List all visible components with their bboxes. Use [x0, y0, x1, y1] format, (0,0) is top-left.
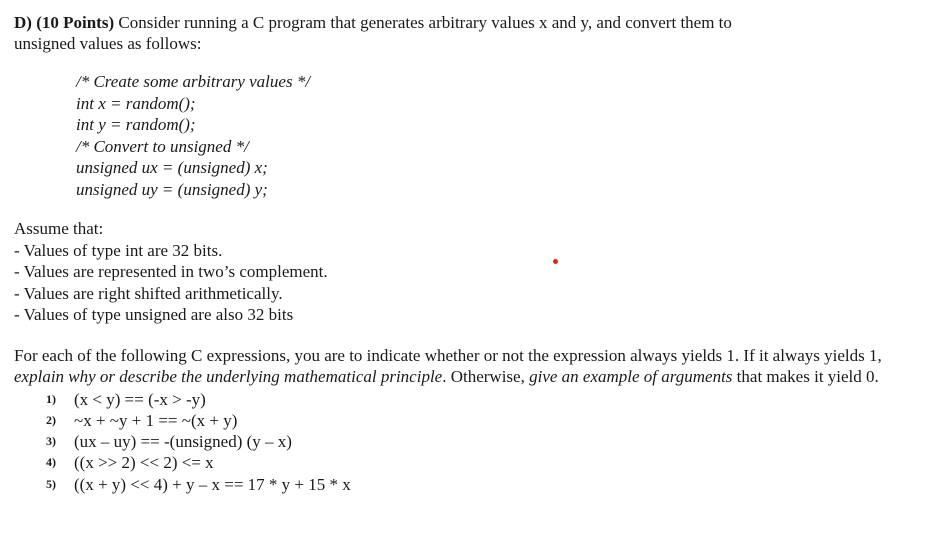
- expression-text: (x < y) == (-x > -y): [74, 389, 206, 409]
- expression-number: 3): [46, 434, 56, 449]
- expression-text: (ux – uy) == -(unsigned) (y – x): [74, 432, 292, 452]
- question-text-line1: Consider running a C program that generates arbitrary values x and y, and convert them to: [114, 13, 732, 32]
- code-line: unsigned uy = (unsigned) y;: [76, 179, 268, 199]
- question-header: [14, 12, 914, 54]
- instructions-part1: For each of the following C expressions, you are to indicate whether or not the expression always yields 1. If it always yields 1,: [14, 345, 882, 365]
- expression-list: [46, 389, 914, 495]
- instructions-paragraph: [14, 345, 914, 387]
- code-block: [76, 71, 914, 200]
- question-page: [14, 12, 914, 495]
- code-line: /* Create some arbitrary values */: [76, 72, 311, 91]
- assumption-item: - Values of type unsigned are also 32 bits: [14, 305, 294, 324]
- expression-number: 1): [46, 391, 56, 406]
- expression-text: ~x + ~y + 1 == ~(x + y): [74, 410, 238, 430]
- expression-number: 5): [46, 476, 56, 491]
- instructions-part3: that makes it yield 0.: [732, 366, 879, 386]
- expression-item: [46, 431, 914, 452]
- expression-number: 4): [46, 455, 56, 470]
- code-line: /* Convert to unsigned */: [76, 136, 249, 156]
- code-line: int x = random();: [76, 93, 196, 113]
- expression-item: [46, 452, 914, 473]
- code-line: int y = random();: [76, 115, 196, 134]
- assumptions-heading: Assume that:: [14, 219, 104, 238]
- expression-text: ((x + y) << 4) + y – x == 17 * y + 15 * x: [74, 474, 351, 494]
- instructions-italic2: give an example of arguments: [529, 366, 733, 386]
- code-line: unsigned ux = (unsigned) x;: [76, 158, 268, 177]
- assumption-item: - Values are right shifted arithmetically.: [14, 283, 283, 303]
- expression-text: ((x >> 2) << 2) <= x: [74, 453, 214, 473]
- cursor-dot: [553, 259, 558, 264]
- assumption-item: - Values of type int are 32 bits.: [14, 240, 223, 260]
- expression-item: [46, 389, 914, 410]
- assumptions-block: [14, 218, 914, 326]
- expression-item: [46, 474, 914, 495]
- expression-item: [46, 410, 914, 431]
- question-label: D) (10 Points): [14, 13, 115, 32]
- question-text-line2: unsigned values as follows:: [14, 34, 202, 53]
- expression-number: 2): [46, 412, 56, 427]
- instructions-italic1: explain why or describe the underlying mathematical principle: [14, 366, 443, 386]
- assumption-item: - Values are represented in two’s complement.: [14, 262, 328, 281]
- instructions-part2: . Otherwise,: [442, 366, 530, 386]
